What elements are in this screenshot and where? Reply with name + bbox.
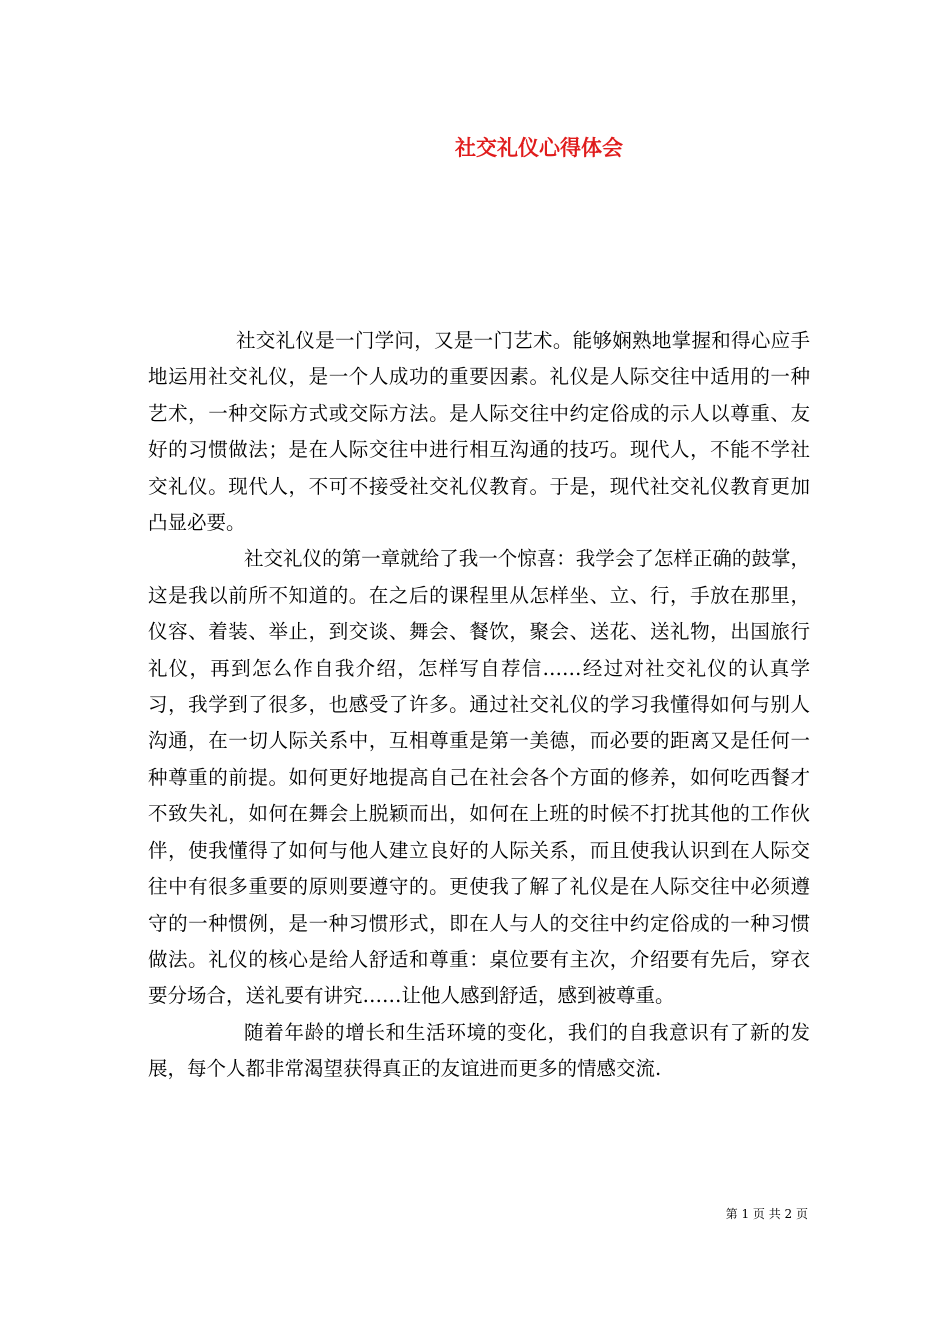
page-title: 社交礼仪心得体会	[455, 135, 623, 160]
body-text	[148, 323, 810, 1088]
paragraph: 随着年龄的增长和生活环境的变化，我们的自我意识有了新的发展，每个人都非常渴望获得真正的友谊进而更多的情感交流.	[148, 1020, 810, 1081]
paragraph: 社交礼仪的第一章就给了我一个惊喜：我学会了怎样正确的鼓掌，这是我以前所不知道的。在之后的课程里从怎样坐、立、行，手放在那里，仪容、着装、举止，到交谈、舞会、餐饮，聚会、送花、送礼物，出国旅行礼仪，再到怎么作自我介绍，怎样写自荐信……经过对社交礼仪的认真学习，我学到了很多，也感受了许多。通过社交礼仪的学习我懂得如何与别人沟通，在一切人际关系中，互相尊重是第一美德，而必要的距离又是任何一种尊重的前提。如何更好地提高自己在社会各个方面的修养，如何吃西餐才不致失礼，如何在舞会上脱颖而出，如何在上班的时候不打扰其他的工作伙伴，使我懂得了如何与他人建立良好的人际关系，而且使我认识到在人际交往中有很多重要的原则要遵守的。更使我了解了礼仪是在人际交往中必须遵守的一种惯例，是一种习惯形式，即在人与人的交往中约定俗成的一种习惯做法。礼仪的核心是给人舒适和尊重：桌位要有主次，介绍要有先后，穿衣要分场合，送礼要有讲究……让他人感到舒适，感到被尊重。	[148, 547, 810, 1008]
page-number: 第 1 页 共 2 页	[725, 1207, 808, 1221]
paragraph: 社交礼仪是一门学问，又是一门艺术。能够娴熟地掌握和得心应手地运用社交礼仪，是一个人成功的重要因素。礼仪是人际交往中适用的一种艺术，一种交际方式或交际方法。是人际交往中约定俗成的示人以尊重、友好的习惯做法；是在人际交往中进行相互沟通的技巧。现代人，不能不学社交礼仪。现代人，不可不接受社交礼仪教育。于是，现代社交礼仪教育更加凸显必要。	[148, 329, 810, 535]
